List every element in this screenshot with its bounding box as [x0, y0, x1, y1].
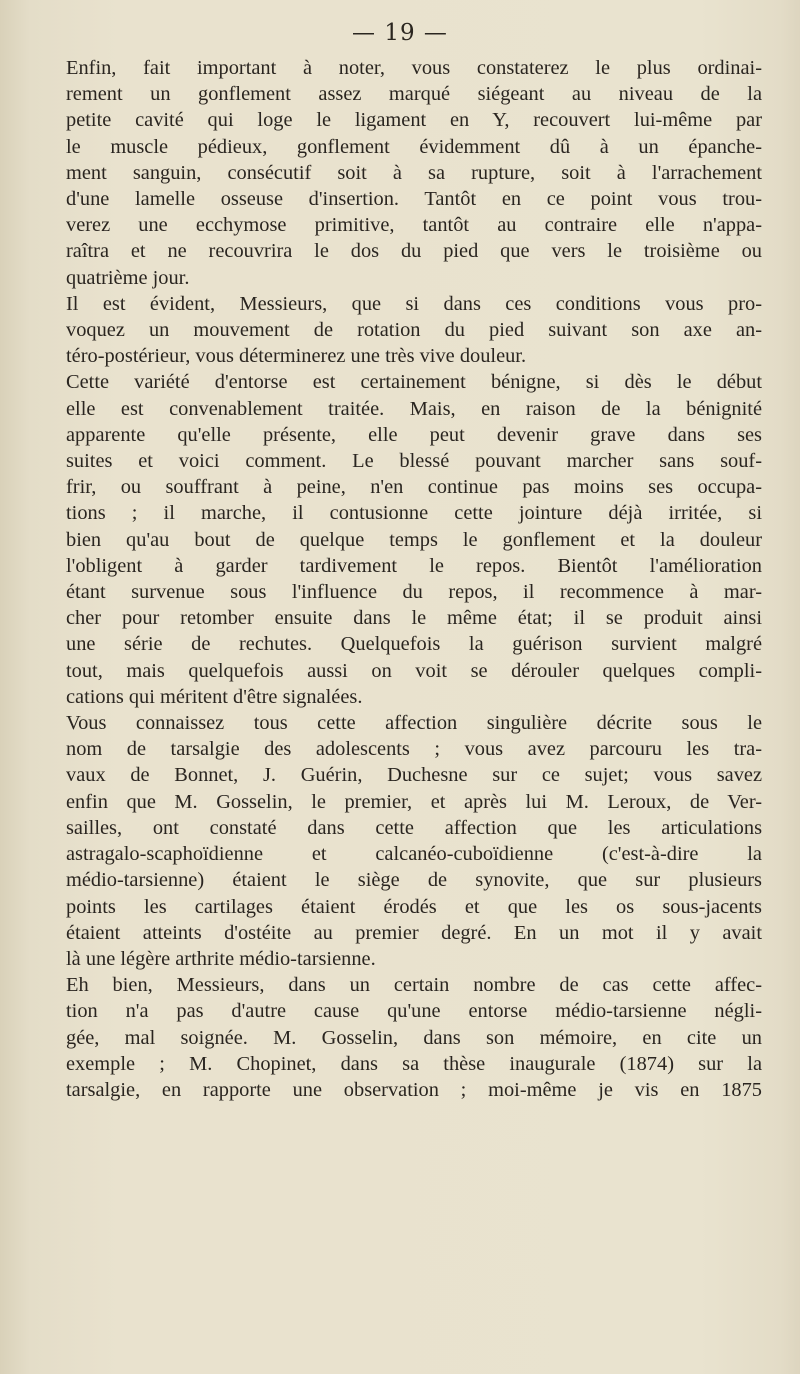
text-line: voquez un mouvement de rotation du pied suivant son axe an- [66, 319, 762, 342]
text-line: enfin que M. Gosselin, le premier, et après lui M. Leroux, de Ver- [66, 790, 762, 813]
text-line: nom de tarsalgie des adolescents ; vous avez parcouru les tra- [66, 738, 762, 761]
text-line: Cette variété d'entorse est certainement bénigne, si dès le début [66, 371, 762, 394]
text-line: apparente qu'elle présente, elle peut devenir grave dans ses [66, 423, 762, 446]
text-line: frir, ou souffrant à peine, n'en continue pas moins ses occupa- [66, 476, 762, 499]
text-line: exemple ; M. Chopinet, dans sa thèse inaugurale (1874) sur la [66, 1052, 762, 1075]
text-line: ment sanguin, consécutif soit à sa rupture, soit à l'arrachement [66, 161, 762, 184]
text-line: elle est convenablement traitée. Mais, en raison de la bénignité [66, 397, 762, 420]
text-line: raîtra et ne recouvrira le dos du pied que vers le troisième ou [66, 240, 762, 263]
paragraph [50, 291, 762, 370]
text-line: là une légère arthrite médio-tarsienne. [66, 947, 376, 970]
text-line: Eh bien, Messieurs, dans un certain nombre de cas cette affec- [66, 974, 762, 997]
text-line: rement un gonflement assez marqué siégeant au niveau de la [66, 83, 762, 106]
text-line: gée, mal soignée. M. Gosselin, dans son mémoire, en cite un [66, 1026, 762, 1049]
text-line: quatrième jour. [66, 266, 190, 289]
text-line: Il est évident, Messieurs, que si dans ces conditions vous pro- [66, 292, 762, 315]
text-line: vaux de Bonnet, J. Guérin, Duchesne sur ce sujet; vous savez [66, 764, 762, 787]
text-line: bien qu'au bout de quelque temps le gonflement et la douleur [66, 528, 762, 551]
text-line: cher pour retomber ensuite dans le même état; il se produit ainsi [66, 607, 762, 630]
text-line: le muscle pédieux, gonflement évidemment dû à un épanche- [66, 135, 762, 158]
text-line: médio-tarsienne) étaient le siège de synovite, que sur plusieurs [66, 869, 762, 892]
text-line: une série de rechutes. Quelquefois la guérison survient malgré [66, 633, 762, 656]
text-line: téro-postérieur, vous déterminerez une très vive douleur. [66, 345, 527, 368]
paragraph [50, 55, 762, 291]
text-line: cations qui méritent d'être signalées. [66, 685, 363, 708]
text-line: Enfin, fait important à noter, vous constaterez le plus ordinai- [66, 57, 762, 79]
text-line: astragalo-scaphoïdienne et calcanéo-cuboïdienne (c'est-à-dire la [66, 843, 762, 866]
page-number: — 19 — [352, 20, 448, 46]
paragraph [50, 369, 762, 710]
paragraph [50, 710, 762, 972]
paragraph [50, 972, 762, 1103]
text-line: tion n'a pas d'autre cause qu'une entorse médio-tarsienne négli- [66, 1000, 762, 1023]
text-line: l'obligent à garder tardivement le repos. Bientôt l'amélioration [66, 554, 762, 577]
text-line: tout, mais quelquefois aussi on voit se dérouler quelques compli- [66, 659, 762, 682]
text-line: tions ; il marche, il contusionne cette jointure déjà irritée, si [66, 502, 762, 525]
text-line: verez une ecchymose primitive, tantôt au contraire elle n'appa- [66, 214, 762, 237]
text-line: d'une lamelle osseuse d'insertion. Tantôt en ce point vous trou- [66, 188, 762, 211]
text-line: petite cavité qui loge le ligament en Y, recouvert lui-même par [66, 109, 762, 132]
text-line: tarsalgie, en rapporte une observation ; moi-même je vis en 1875 [66, 1078, 762, 1101]
text-line: suites et voici comment. Le blessé pouvant marcher sans souf- [66, 450, 762, 473]
text-line: étant survenue sous l'influence du repos, il recommence à mar- [66, 581, 762, 604]
text-line: points les cartilages étaient érodés et que les os sous-jacents [66, 895, 762, 918]
text-line: sailles, ont constaté dans cette affection que les articulations [66, 816, 762, 839]
body-text [50, 55, 762, 1103]
text-line: étaient atteints d'ostéite au premier degré. En un mot il y avait [66, 921, 762, 944]
text-line: Vous connaissez tous cette affection singulière décrite sous le [66, 712, 762, 735]
